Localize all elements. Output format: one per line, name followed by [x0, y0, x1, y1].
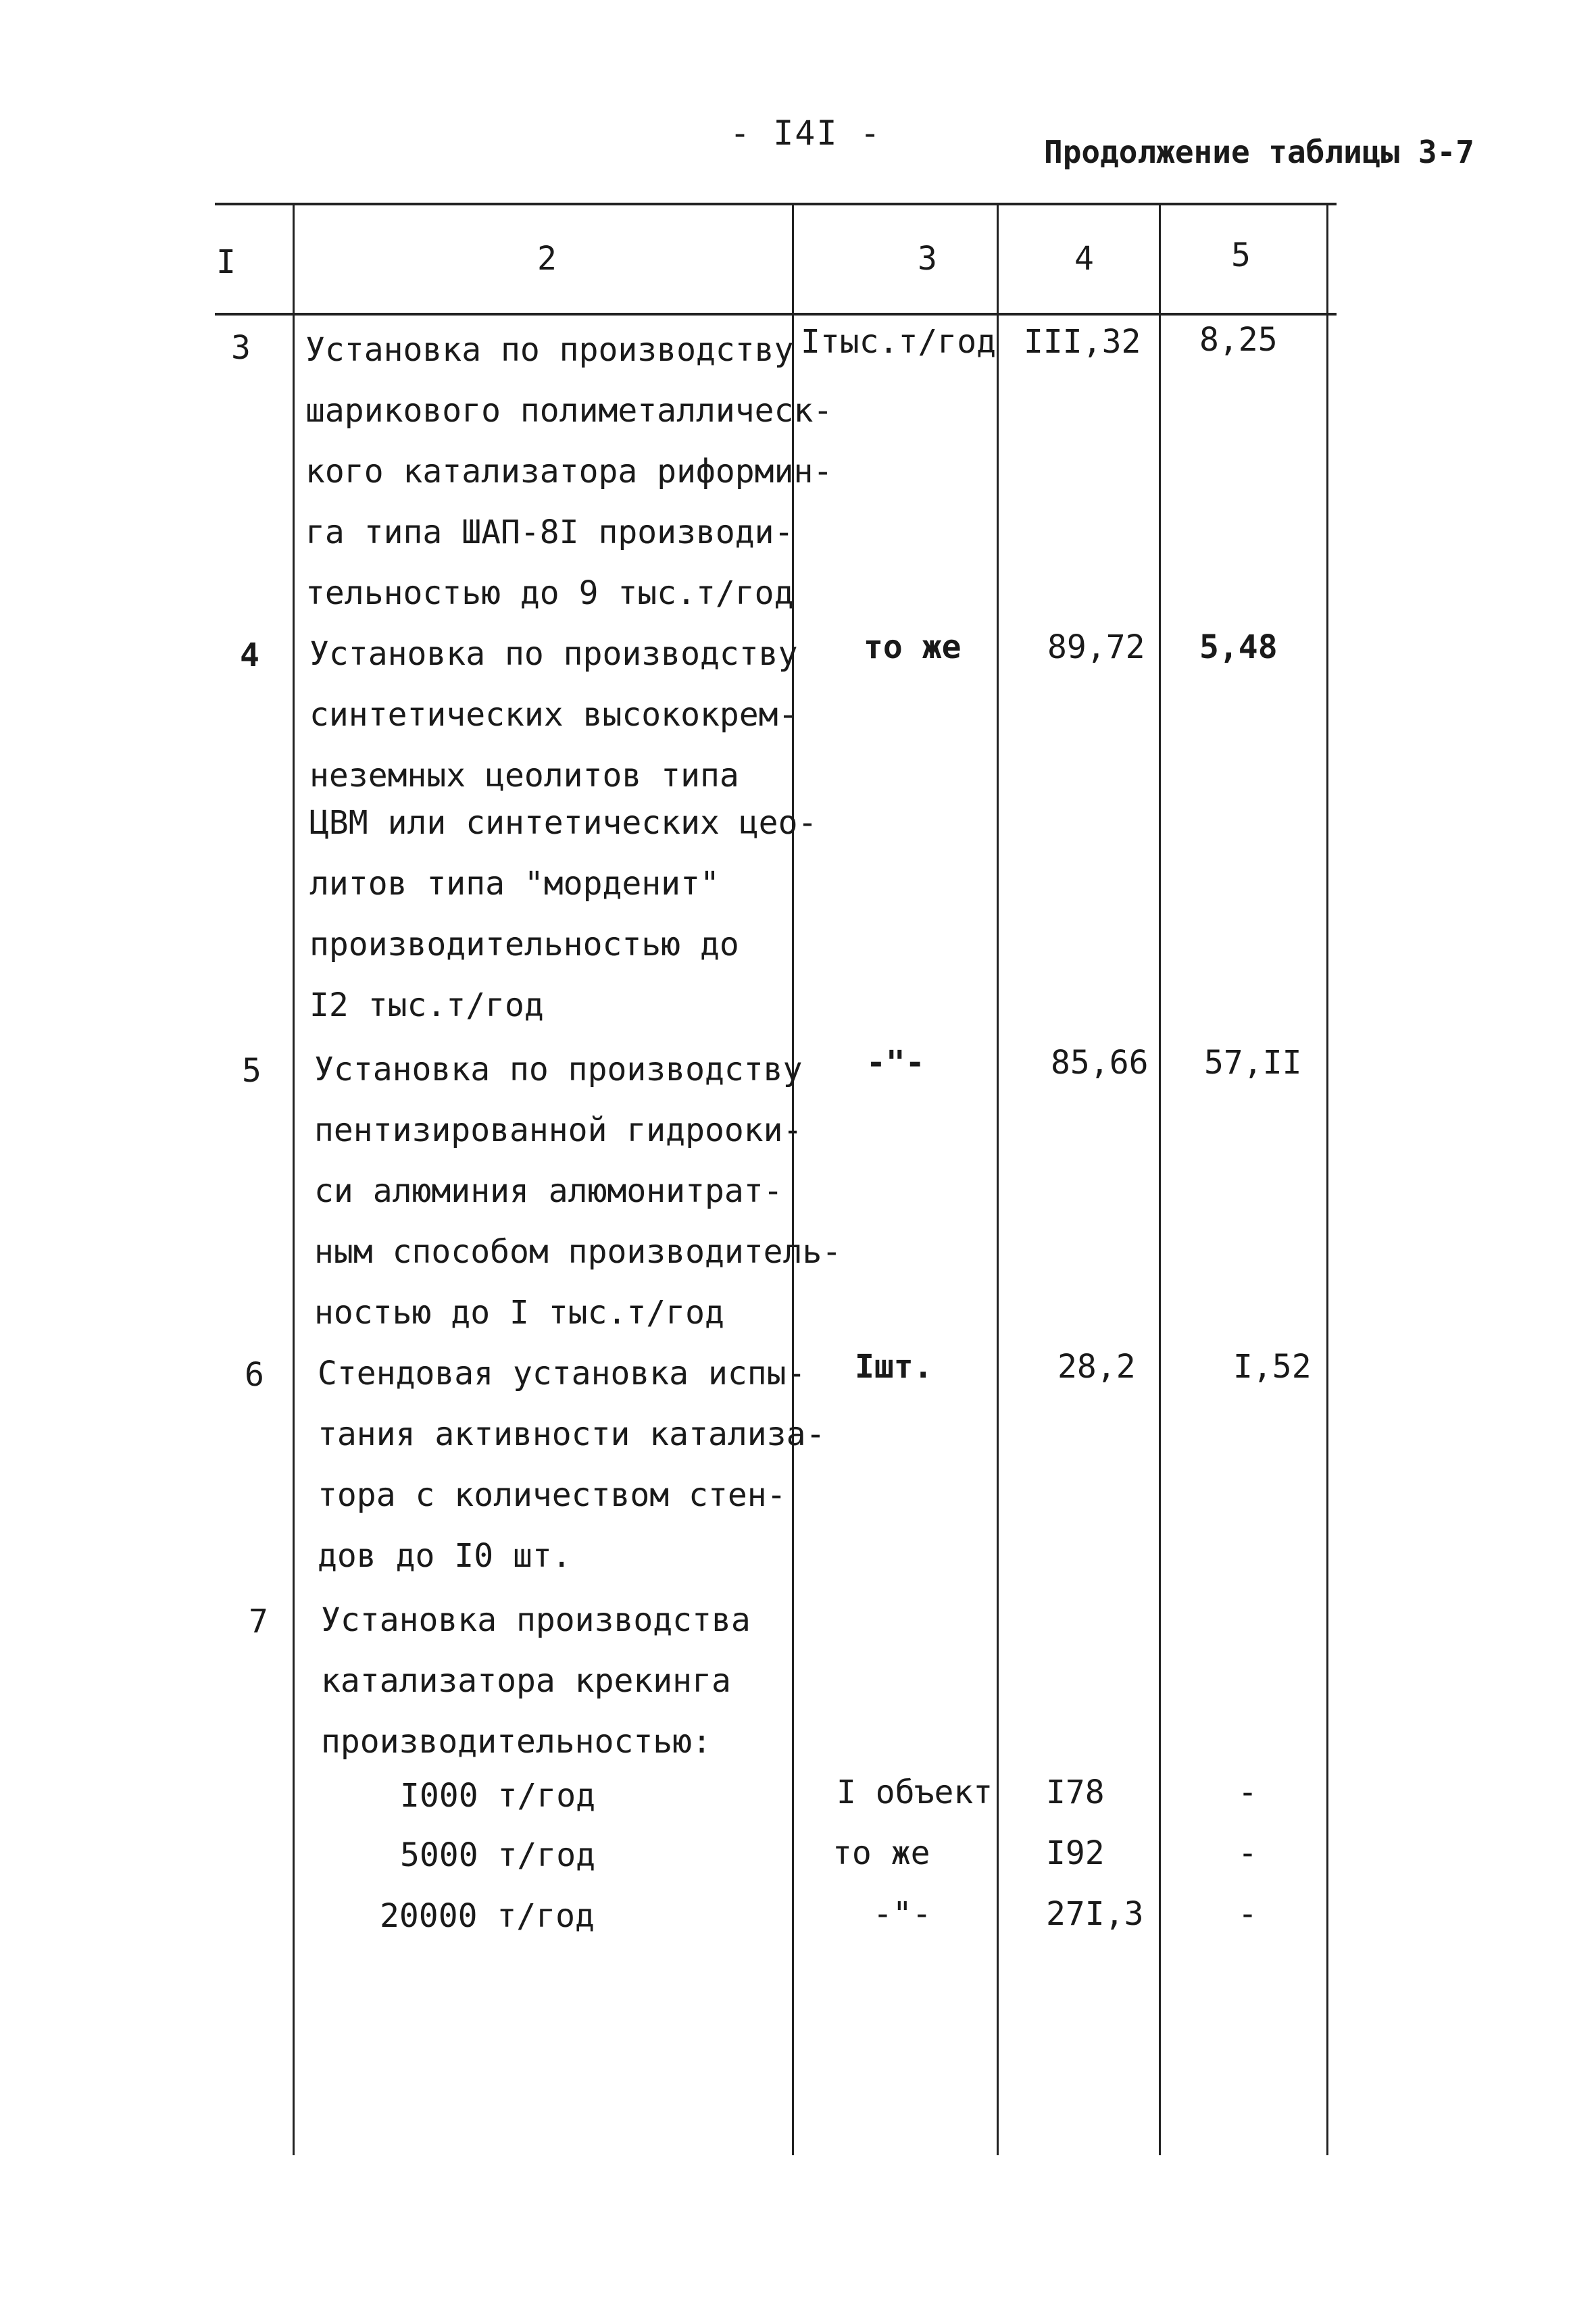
- row-number: 3: [231, 329, 251, 367]
- row-description-line: Установка по производству: [309, 635, 798, 673]
- row-description-line: катализатора крекинга: [321, 1662, 731, 1700]
- column-divider-5: [1326, 203, 1328, 2155]
- row-unit: то же: [864, 628, 962, 666]
- row-description-line: неземных цеолитов типа: [309, 757, 739, 795]
- table-top-rule: [215, 203, 1337, 205]
- row-number: 7: [249, 1603, 268, 1640]
- row-description-line: Установка производства: [321, 1601, 751, 1639]
- row-description-line: I2 тыс.т/год: [309, 986, 544, 1024]
- subrow-value-5: -: [1238, 1895, 1257, 1933]
- subrow-unit: -"-: [873, 1895, 932, 1933]
- row-description-line: ным способом производитель-: [314, 1233, 842, 1271]
- row-description-line: производительностью:: [321, 1723, 712, 1761]
- row-value-4: III,32: [1024, 323, 1141, 361]
- row-description-line: тора с количеством стен-: [318, 1476, 787, 1514]
- row-number: 5: [242, 1052, 261, 1090]
- row-description-line: дов до I0 шт.: [318, 1537, 572, 1575]
- header-cell-5: 5: [1231, 236, 1251, 274]
- header-cell-3: 3: [918, 240, 937, 278]
- subrow-value-4: I78: [1046, 1774, 1105, 1811]
- row-description-line: шарикового полиметаллическ-: [305, 392, 833, 430]
- row-description-line: литов типа "морденит": [309, 865, 720, 903]
- subrow-value-5: -: [1238, 1834, 1257, 1872]
- row-description-line: Установка по производству: [314, 1051, 803, 1088]
- row-description-line: ЦВМ или синтетических цео-: [309, 804, 818, 842]
- row-description-line: ностью до I тыс.т/год: [314, 1294, 724, 1332]
- subrow-value-4: 27I,3: [1046, 1895, 1144, 1933]
- subrow-label: 5000 т/год: [400, 1836, 595, 1874]
- row-description-line: пентизированной гидрооки-: [314, 1111, 803, 1149]
- subrow-value-5: -: [1238, 1774, 1257, 1811]
- column-divider-3: [997, 203, 999, 2155]
- row-unit: Iшт.: [855, 1348, 933, 1386]
- row-value-5: 57,II: [1204, 1044, 1302, 1082]
- page-number: - I4I -: [730, 114, 882, 153]
- column-divider-4: [1159, 203, 1161, 2155]
- row-value-4: 28,2: [1057, 1348, 1136, 1386]
- header-bottom-rule: [215, 313, 1337, 316]
- subrow-value-4: I92: [1046, 1834, 1105, 1872]
- row-description-line: производительностью до: [309, 926, 739, 963]
- subrow-label: I000 т/год: [400, 1777, 595, 1815]
- row-description-line: си алюминия алюмонитрат-: [314, 1172, 783, 1210]
- row-unit: -"-: [866, 1044, 925, 1082]
- row-description-line: тельностью до 9 тыс.т/год: [305, 574, 794, 612]
- row-description-line: кого катализатора риформин-: [305, 453, 833, 491]
- row-value-4: 89,72: [1047, 628, 1145, 666]
- row-number: 6: [245, 1356, 264, 1394]
- column-divider-2: [792, 203, 794, 2155]
- row-number: 4: [240, 636, 259, 674]
- row-value-5: I,52: [1233, 1348, 1312, 1386]
- row-description-line: Установка по производству: [305, 331, 794, 369]
- header-cell-1: I: [216, 243, 236, 281]
- row-description-line: тания активности катализа-: [318, 1415, 826, 1453]
- header-cell-2: 2: [537, 240, 557, 278]
- header-cell-4: 4: [1074, 240, 1094, 278]
- row-value-5: 5,48: [1199, 628, 1278, 666]
- continuation-label: Продолжение таблицы 3-7: [1044, 134, 1474, 170]
- column-divider-1: [293, 203, 295, 2155]
- subrow-label: 20000 т/год: [380, 1897, 595, 1935]
- row-value-5: 8,25: [1199, 321, 1278, 359]
- row-description-line: га типа ШАП-8I производи-: [305, 513, 794, 551]
- subrow-unit: I объект: [837, 1774, 993, 1811]
- row-unit: Iтыс.т/год: [801, 323, 996, 361]
- subrow-unit: то же: [832, 1834, 930, 1872]
- row-description-line: Стендовая установка испы-: [318, 1355, 806, 1392]
- row-description-line: синтетических высококрем-: [309, 696, 798, 734]
- row-value-4: 85,66: [1051, 1044, 1149, 1082]
